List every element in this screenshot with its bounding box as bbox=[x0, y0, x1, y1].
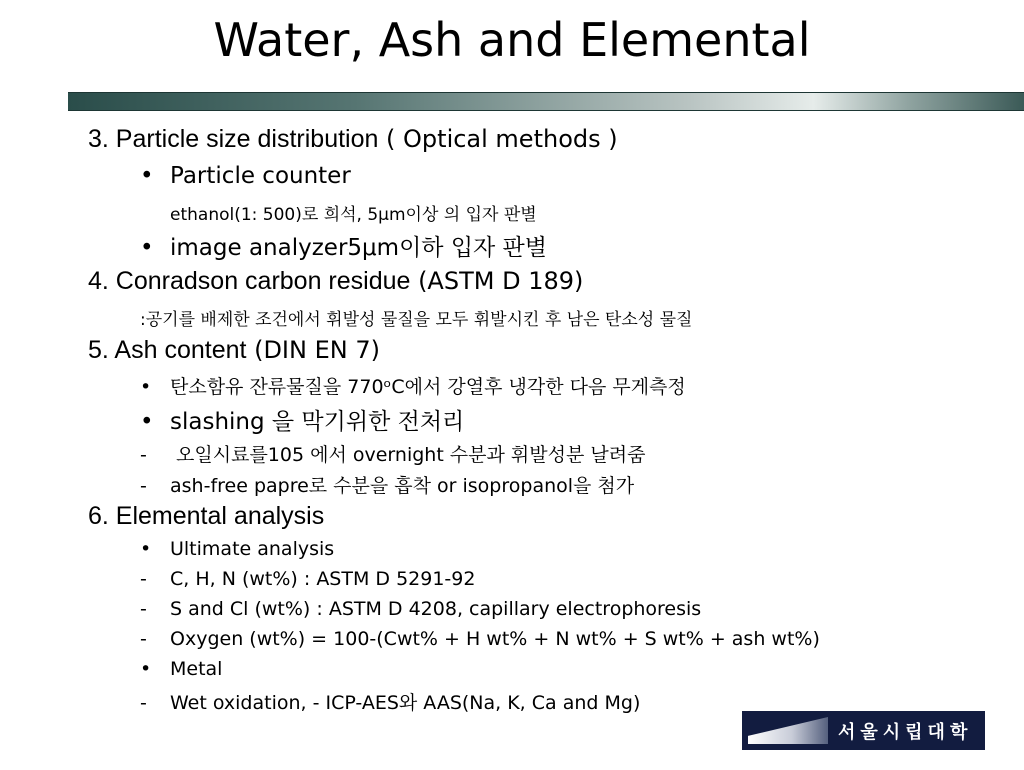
dash-item: - Oxygen (wt%) = 100-(Cwt% + H wt% + N wt% + S wt% + ash wt%) bbox=[140, 628, 820, 650]
section-heading: 4. Conradson carbon residue (ASTM D 189) bbox=[88, 267, 584, 295]
university-logo bbox=[742, 711, 985, 769]
section-heading: 3. Particle size distribution ( Optical methods ) bbox=[88, 125, 618, 153]
sub-note: :공기를 배제한 조건에서 휘발성 물질을 모두 휘발시킨 후 남은 탄소성 물질 bbox=[140, 310, 693, 330]
logo-text: 서울시립대학교 bbox=[838, 722, 973, 769]
dash-marker: - bbox=[140, 628, 147, 650]
bullet-item: • Ultimate analysis bbox=[140, 538, 335, 560]
slide-title: Water, Ash and Elemental bbox=[213, 13, 811, 67]
bullet-marker: • bbox=[140, 376, 152, 398]
bullet-marker: • bbox=[140, 658, 152, 680]
bullet-item: • slashing 을 막기위한 전처리 bbox=[140, 409, 465, 435]
bullet-item: • 탄소함유 잔류물질을 770ᵒC에서 강열후 냉각한 다음 무게측정 bbox=[140, 376, 686, 398]
bullet-item: • Particle counter bbox=[140, 163, 351, 189]
sub-note: ethanol(1: 500)로 희석, 5μm이상 의 입자 판별 bbox=[170, 205, 537, 225]
dash-item: - S and Cl (wt%) : ASTM D 4208, capillary electrophoresis bbox=[140, 598, 702, 620]
dash-marker: - bbox=[140, 475, 147, 497]
dash-marker: - bbox=[140, 598, 147, 620]
dash-marker: - bbox=[140, 444, 147, 466]
bullet-marker: • bbox=[140, 163, 154, 189]
section-heading: 6. Elemental analysis bbox=[88, 502, 325, 530]
dash-marker: - bbox=[140, 568, 147, 590]
bullet-marker: • bbox=[140, 538, 152, 560]
dash-item: - 오일시료를105 에서 overnight 수분과 휘발성분 날려줌 bbox=[140, 444, 646, 466]
dash-item: - Wet oxidation, - ICP-AES와 AAS(Na, K, Ca and Mg) bbox=[140, 692, 641, 714]
dash-item: - ash-free papre로 수분을 흡착 or isopropanol을 첨가 bbox=[140, 475, 635, 497]
bullet-marker: • bbox=[140, 409, 154, 435]
dash-item: - C, H, N (wt%) : ASTM D 5291-92 bbox=[140, 568, 476, 590]
bullet-item: • Metal bbox=[140, 658, 223, 680]
logo-emblem bbox=[748, 717, 828, 744]
bullet-item: • image analyzer5μm이하 입자 판별 bbox=[140, 235, 547, 261]
bullet-marker: • bbox=[140, 235, 154, 261]
dash-marker: - bbox=[140, 692, 147, 714]
section-heading: 5. Ash content (DIN EN 7) bbox=[88, 336, 380, 364]
